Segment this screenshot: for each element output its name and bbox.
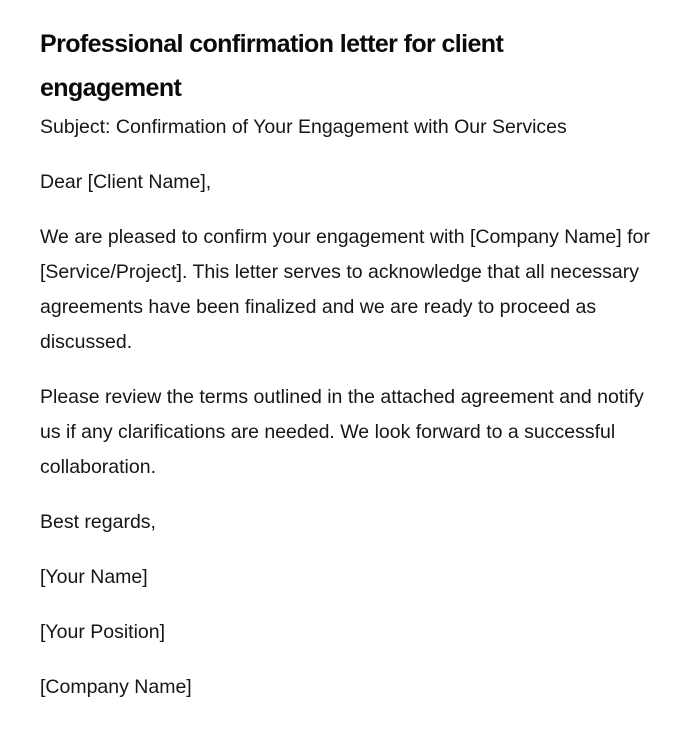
signature-name: [Your Name]	[40, 566, 148, 588]
closing: Best regards,	[40, 511, 156, 533]
signature-company: [Company Name]	[40, 676, 192, 698]
document-title: Professional confirmation letter for client engagement	[40, 30, 504, 102]
salutation: Dear [Client Name],	[40, 171, 212, 193]
body-paragraph-1: We are pleased to confirm your engagement with [Company Name] for [Service/Project]. This letter serves to acknowledge that all necessary agreements have been finalized and we are ready to proceed as discussed.	[40, 226, 650, 353]
subject-line: Subject: Confirmation of Your Engagement with Our Services	[40, 116, 567, 138]
body-paragraph-2: Please review the terms outlined in the attached agreement and notify us if any clarifications are needed. We look forward to a successful collaboration.	[40, 386, 644, 478]
signature-position: [Your Position]	[40, 621, 166, 643]
